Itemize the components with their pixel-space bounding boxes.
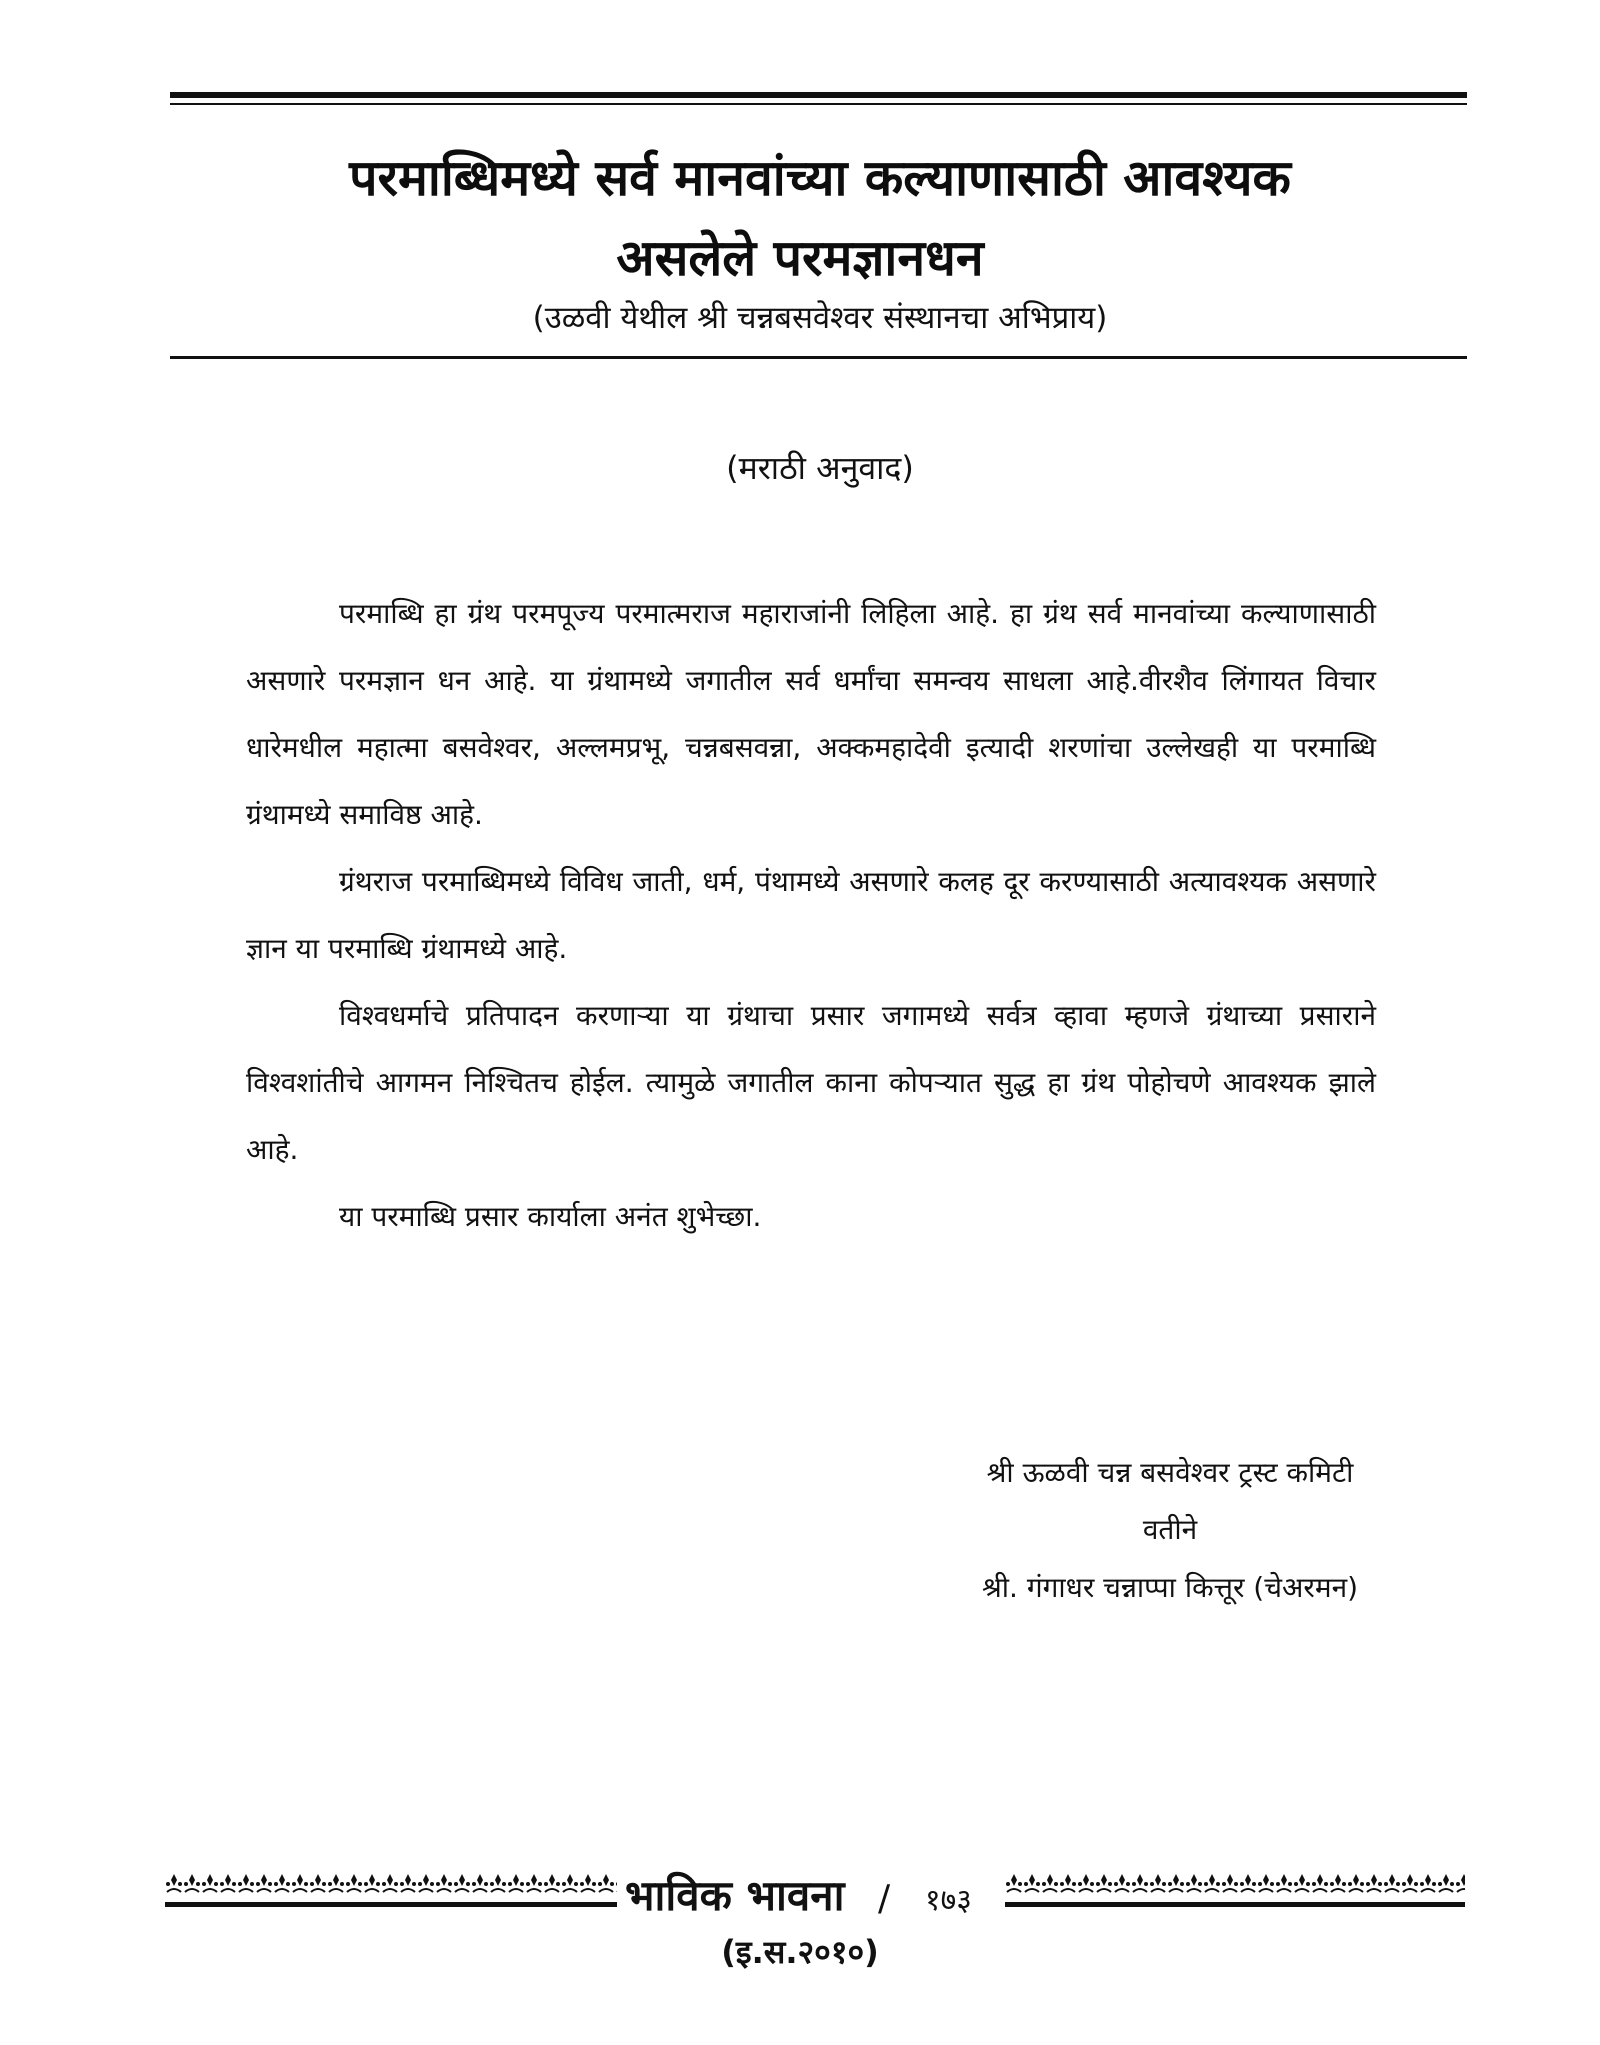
signature-on-behalf: वतीने: [1142, 1513, 1198, 1546]
footer-year: (इ.स.२०१०): [721, 1933, 879, 1971]
signature-name: श्री. गंगाधर चन्नाप्पा कित्तूर (चेअरमन): [981, 1571, 1359, 1604]
body-paragraph: ग्रंथराज परमाब्धिमध्ये विविध जाती, धर्म, पंथामध्ये असणारे कलह दूर करण्यासाठी अत्यावश्यक असणारे ज्ञान या परमाब्धि ग्रंथामध्ये आहे.: [246, 865, 1376, 965]
page-title-line1: परमाब्धिमध्ये सर्व मानवांच्या कल्याणासाठी आवश्यक: [349, 149, 1291, 207]
translation-note: (मराठी अनुवाद): [726, 449, 914, 487]
footer-ornament-right: [1005, 1872, 1465, 1912]
signature-organization: श्री ऊळवी चन्न बसवेश्वर ट्रस्ट कमिटी: [986, 1456, 1354, 1489]
body-paragraph: या परमाब्धि प्रसार कार्याला अनंत शुभेच्छा.: [339, 1200, 762, 1233]
page-subtitle: (उळवी येथील श्री चन्नबसवेश्वर संस्थानचा अभिप्राय): [532, 300, 1108, 336]
footer-book-title: भाविक भावना: [625, 1871, 845, 1920]
footer-separator: /: [878, 1878, 891, 1919]
top-rule-thin: [170, 103, 1467, 105]
page-number: १७३: [925, 1883, 972, 1918]
page-title-line2: असलेले परमज्ञानधन: [616, 229, 984, 287]
footer-ornament-left: [165, 1872, 617, 1912]
body-paragraph: परमाब्धि हा ग्रंथ परमपूज्य परमात्मराज महाराजांनी लिहिला आहे. हा ग्रंथ सर्व मानवांच्या कल्याणासाठी असणारे परमज्ञान धन आहे. या ग्रंथामध्ये जगातील सर्व धर्मांचा समन्वय साधला आहे.वीरशैव लिंगायत विचार धारेमधील महात्मा बसवेश्वर, अल्लमप्रभू, चन्नबसवन्ना, अक्कमहादेवी इत्यादी शरणांचा उल्लेखही या परमाब्धि ग्रंथामध्ये समाविष्ठ आहे.: [246, 597, 1376, 831]
top-rule-thick: [170, 92, 1467, 98]
body-paragraph: विश्वधर्माचे प्रतिपादन करणाऱ्या या ग्रंथाचा प्रसार जगामध्ये सर्वत्र व्हावा म्हणजे ग्रंथाच्या प्रसाराने विश्वशांतीचे आगमन निश्चितच होईल. त्यामुळे जगातील काना कोपऱ्यात सुद्ध हा ग्रंथ पोहोचणे आवश्यक झाले आहे.: [246, 999, 1376, 1166]
header-rule: [170, 356, 1467, 359]
